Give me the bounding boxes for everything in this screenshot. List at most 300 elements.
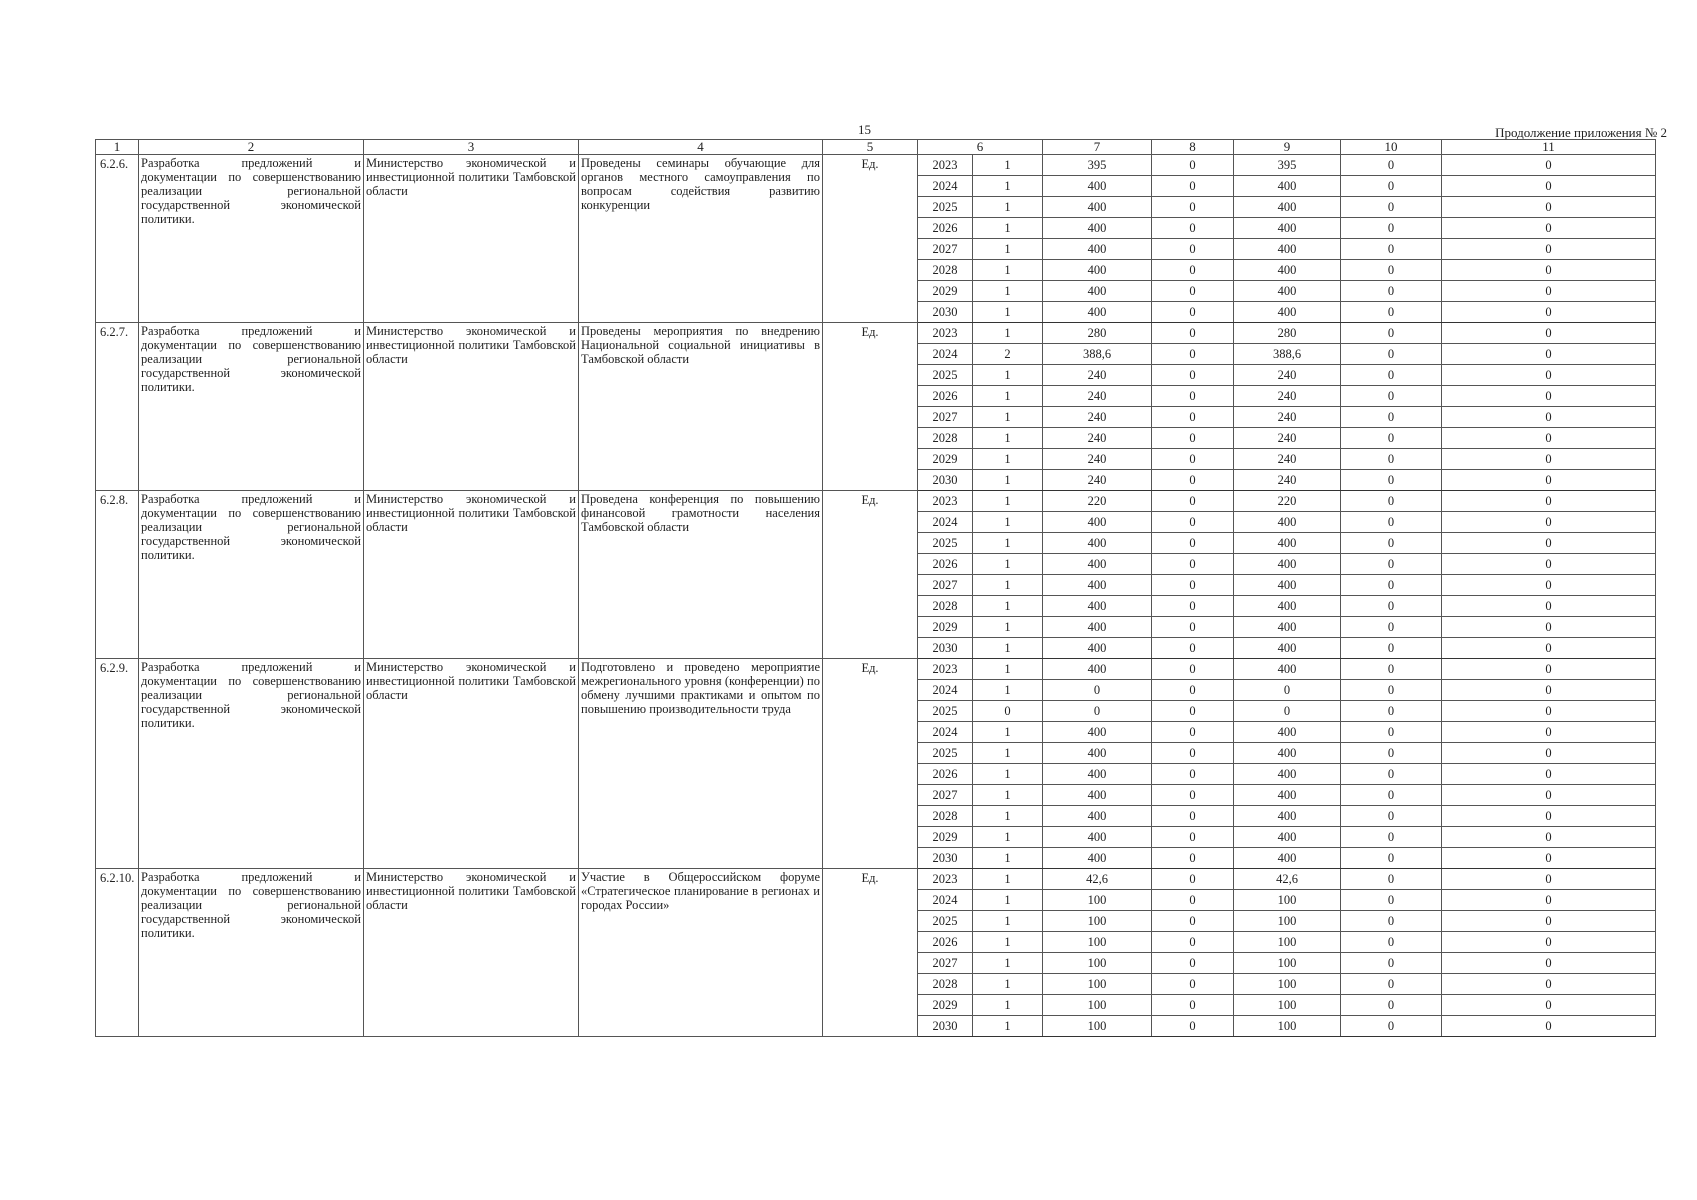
count-cell: 1	[973, 386, 1043, 407]
col10-cell: 0	[1341, 953, 1442, 974]
col8-cell: 0	[1152, 764, 1234, 785]
col10-cell: 0	[1341, 239, 1442, 260]
col11-cell: 0	[1442, 302, 1656, 323]
col9-cell: 400	[1234, 239, 1341, 260]
year-cell: 2028	[918, 974, 973, 995]
col11-cell: 0	[1442, 218, 1656, 239]
count-cell: 1	[973, 155, 1043, 176]
total-cell: 400	[1043, 827, 1152, 848]
col11-cell: 0	[1442, 260, 1656, 281]
col11-cell: 0	[1442, 197, 1656, 218]
measure-executor: Министерство экономической и инвестиционной политики Тамбовской области	[364, 659, 579, 869]
col9-cell: 240	[1234, 470, 1341, 491]
measure-group	[96, 869, 1656, 1037]
col10-cell: 0	[1341, 785, 1442, 806]
year-cell: 2030	[918, 470, 973, 491]
col9-cell: 400	[1234, 638, 1341, 659]
total-cell: 100	[1043, 911, 1152, 932]
col10-cell: 0	[1341, 449, 1442, 470]
header-cell: 4	[579, 140, 823, 155]
appendix-table	[95, 139, 1656, 1037]
col9-cell: 400	[1234, 848, 1341, 869]
continuation-note: Продолжение приложения № 2	[1495, 125, 1667, 140]
col8-cell: 0	[1152, 575, 1234, 596]
year-cell: 2024	[918, 176, 973, 197]
col10-cell: 0	[1341, 638, 1442, 659]
count-cell: 1	[973, 428, 1043, 449]
col9-cell: 100	[1234, 974, 1341, 995]
total-cell: 100	[1043, 890, 1152, 911]
col10-cell: 0	[1341, 407, 1442, 428]
col11-cell: 0	[1442, 785, 1656, 806]
col8-cell: 0	[1152, 953, 1234, 974]
col8-cell: 0	[1152, 722, 1234, 743]
col10-cell: 0	[1341, 386, 1442, 407]
col11-cell: 0	[1442, 890, 1656, 911]
col9-cell: 240	[1234, 449, 1341, 470]
year-cell: 2023	[918, 155, 973, 176]
col9-cell: 240	[1234, 428, 1341, 449]
col10-cell: 0	[1341, 806, 1442, 827]
year-cell: 2028	[918, 806, 973, 827]
col8-cell: 0	[1152, 554, 1234, 575]
col11-cell: 0	[1442, 764, 1656, 785]
total-cell: 100	[1043, 995, 1152, 1016]
year-cell: 2030	[918, 1016, 973, 1037]
col8-cell: 0	[1152, 344, 1234, 365]
count-cell: 1	[973, 659, 1043, 680]
measure-group	[96, 491, 1656, 659]
count-cell: 1	[973, 449, 1043, 470]
measure-number: 6.2.7.	[96, 323, 139, 491]
year-cell: 2029	[918, 827, 973, 848]
total-cell: 400	[1043, 764, 1152, 785]
col8-cell: 0	[1152, 701, 1234, 722]
col8-cell: 0	[1152, 638, 1234, 659]
year-cell: 2025	[918, 701, 973, 722]
year-cell: 2027	[918, 239, 973, 260]
col11-cell: 0	[1442, 596, 1656, 617]
total-cell: 400	[1043, 617, 1152, 638]
col10-cell: 0	[1341, 911, 1442, 932]
table-row	[96, 659, 1656, 680]
count-cell: 1	[973, 281, 1043, 302]
col9-cell: 388,6	[1234, 344, 1341, 365]
col9-cell: 400	[1234, 512, 1341, 533]
col10-cell: 0	[1341, 743, 1442, 764]
col8-cell: 0	[1152, 1016, 1234, 1037]
total-cell: 240	[1043, 470, 1152, 491]
year-cell: 2027	[918, 785, 973, 806]
col8-cell: 0	[1152, 155, 1234, 176]
year-cell: 2026	[918, 218, 973, 239]
col11-cell: 0	[1442, 1016, 1656, 1037]
col11-cell: 0	[1442, 554, 1656, 575]
col11-cell: 0	[1442, 995, 1656, 1016]
col11-cell: 0	[1442, 344, 1656, 365]
measure-name: Разработка предложений и документации по совершенствованию реализации региональной государственной экономической политики.	[139, 323, 364, 491]
col8-cell: 0	[1152, 365, 1234, 386]
col11-cell: 0	[1442, 533, 1656, 554]
count-cell: 1	[973, 239, 1043, 260]
col10-cell: 0	[1341, 176, 1442, 197]
col11-cell: 0	[1442, 365, 1656, 386]
total-cell: 100	[1043, 953, 1152, 974]
total-cell: 240	[1043, 386, 1152, 407]
col9-cell: 400	[1234, 197, 1341, 218]
header-cell: 10	[1341, 140, 1442, 155]
col8-cell: 0	[1152, 281, 1234, 302]
year-cell: 2029	[918, 449, 973, 470]
count-cell: 1	[973, 848, 1043, 869]
col8-cell: 0	[1152, 470, 1234, 491]
year-cell: 2029	[918, 281, 973, 302]
count-cell: 1	[973, 974, 1043, 995]
year-cell: 2024	[918, 722, 973, 743]
measure-unit: Ед.	[823, 869, 918, 1037]
col11-cell: 0	[1442, 848, 1656, 869]
col11-cell: 0	[1442, 512, 1656, 533]
count-cell: 1	[973, 722, 1043, 743]
year-cell: 2024	[918, 344, 973, 365]
year-cell: 2026	[918, 764, 973, 785]
count-cell: 1	[973, 743, 1043, 764]
measure-unit: Ед.	[823, 323, 918, 491]
total-cell: 400	[1043, 239, 1152, 260]
col11-cell: 0	[1442, 701, 1656, 722]
measure-result: Проведены мероприятия по внедрению Национальной социальной инициативы в Тамбовской области	[579, 323, 823, 491]
col11-cell: 0	[1442, 428, 1656, 449]
measure-name: Разработка предложений и документации по совершенствованию реализации региональной государственной экономической политики.	[139, 155, 364, 323]
col10-cell: 0	[1341, 155, 1442, 176]
year-cell: 2028	[918, 428, 973, 449]
col10-cell: 0	[1341, 722, 1442, 743]
col10-cell: 0	[1341, 260, 1442, 281]
col11-cell: 0	[1442, 932, 1656, 953]
col11-cell: 0	[1442, 869, 1656, 890]
total-cell: 395	[1043, 155, 1152, 176]
total-cell: 400	[1043, 260, 1152, 281]
measure-name: Разработка предложений и документации по совершенствованию реализации региональной государственной экономической политики.	[139, 491, 364, 659]
year-cell: 2023	[918, 491, 973, 512]
total-cell: 220	[1043, 491, 1152, 512]
col9-cell: 400	[1234, 575, 1341, 596]
col10-cell: 0	[1341, 659, 1442, 680]
col9-cell: 240	[1234, 365, 1341, 386]
header-cell: 9	[1234, 140, 1341, 155]
col8-cell: 0	[1152, 617, 1234, 638]
col11-cell: 0	[1442, 386, 1656, 407]
col8-cell: 0	[1152, 218, 1234, 239]
col9-cell: 100	[1234, 1016, 1341, 1037]
count-cell: 1	[973, 512, 1043, 533]
col8-cell: 0	[1152, 680, 1234, 701]
count-cell: 1	[973, 533, 1043, 554]
total-cell: 400	[1043, 659, 1152, 680]
col10-cell: 0	[1341, 596, 1442, 617]
col10-cell: 0	[1341, 575, 1442, 596]
count-cell: 1	[973, 365, 1043, 386]
col11-cell: 0	[1442, 743, 1656, 764]
col11-cell: 0	[1442, 575, 1656, 596]
col9-cell: 400	[1234, 659, 1341, 680]
col10-cell: 0	[1341, 197, 1442, 218]
col10-cell: 0	[1341, 344, 1442, 365]
count-cell: 1	[973, 197, 1043, 218]
col9-cell: 240	[1234, 407, 1341, 428]
count-cell: 1	[973, 554, 1043, 575]
count-cell: 1	[973, 806, 1043, 827]
count-cell: 1	[973, 617, 1043, 638]
count-cell: 0	[973, 701, 1043, 722]
total-cell: 400	[1043, 554, 1152, 575]
col10-cell: 0	[1341, 554, 1442, 575]
measure-group	[96, 659, 1656, 869]
total-cell: 400	[1043, 722, 1152, 743]
year-cell: 2029	[918, 617, 973, 638]
col9-cell: 100	[1234, 953, 1341, 974]
table-row	[96, 323, 1656, 344]
col10-cell: 0	[1341, 974, 1442, 995]
total-cell: 388,6	[1043, 344, 1152, 365]
col11-cell: 0	[1442, 449, 1656, 470]
col8-cell: 0	[1152, 512, 1234, 533]
header-cell: 3	[364, 140, 579, 155]
total-cell: 400	[1043, 575, 1152, 596]
total-cell: 240	[1043, 407, 1152, 428]
col8-cell: 0	[1152, 407, 1234, 428]
col8-cell: 0	[1152, 239, 1234, 260]
count-cell: 1	[973, 218, 1043, 239]
total-cell: 240	[1043, 365, 1152, 386]
col11-cell: 0	[1442, 911, 1656, 932]
col10-cell: 0	[1341, 680, 1442, 701]
total-cell: 400	[1043, 785, 1152, 806]
header-cell: 6	[918, 140, 1043, 155]
measure-number: 6.2.10.	[96, 869, 139, 1037]
col11-cell: 0	[1442, 680, 1656, 701]
measure-group	[96, 155, 1656, 323]
col10-cell: 0	[1341, 827, 1442, 848]
col10-cell: 0	[1341, 512, 1442, 533]
total-cell: 400	[1043, 218, 1152, 239]
count-cell: 1	[973, 764, 1043, 785]
measure-result: Проведены семинары обучающие для органов местного самоуправления по вопросам содействия развитию конкуренции	[579, 155, 823, 323]
count-cell: 1	[973, 176, 1043, 197]
count-cell: 1	[973, 911, 1043, 932]
measure-executor: Министерство экономической и инвестиционной политики Тамбовской области	[364, 155, 579, 323]
col11-cell: 0	[1442, 281, 1656, 302]
col9-cell: 395	[1234, 155, 1341, 176]
col10-cell: 0	[1341, 995, 1442, 1016]
col9-cell: 240	[1234, 386, 1341, 407]
col10-cell: 0	[1341, 848, 1442, 869]
col9-cell: 100	[1234, 995, 1341, 1016]
col9-cell: 400	[1234, 281, 1341, 302]
measure-result: Подготовлено и проведено мероприятие межрегионального уровня (конференции) по обмену лучшими практиками и опытом по повышению производительности труда	[579, 659, 823, 869]
count-cell: 1	[973, 575, 1043, 596]
table-row	[96, 155, 1656, 176]
year-cell: 2030	[918, 638, 973, 659]
col11-cell: 0	[1442, 407, 1656, 428]
col11-cell: 0	[1442, 638, 1656, 659]
col9-cell: 100	[1234, 890, 1341, 911]
col8-cell: 0	[1152, 449, 1234, 470]
count-cell: 1	[973, 491, 1043, 512]
year-cell: 2030	[918, 302, 973, 323]
col8-cell: 0	[1152, 974, 1234, 995]
col8-cell: 0	[1152, 491, 1234, 512]
measure-unit: Ед.	[823, 659, 918, 869]
col8-cell: 0	[1152, 659, 1234, 680]
col10-cell: 0	[1341, 491, 1442, 512]
count-cell: 1	[973, 680, 1043, 701]
col9-cell: 220	[1234, 491, 1341, 512]
measure-executor: Министерство экономической и инвестиционной политики Тамбовской области	[364, 491, 579, 659]
count-cell: 1	[973, 470, 1043, 491]
col11-cell: 0	[1442, 953, 1656, 974]
count-cell: 1	[973, 995, 1043, 1016]
col11-cell: 0	[1442, 323, 1656, 344]
year-cell: 2027	[918, 407, 973, 428]
year-cell: 2025	[918, 365, 973, 386]
col9-cell: 400	[1234, 764, 1341, 785]
col8-cell: 0	[1152, 911, 1234, 932]
total-cell: 0	[1043, 701, 1152, 722]
measure-name: Разработка предложений и документации по совершенствованию реализации региональной государственной экономической политики.	[139, 869, 364, 1037]
measure-unit: Ед.	[823, 491, 918, 659]
col10-cell: 0	[1341, 428, 1442, 449]
col9-cell: 400	[1234, 260, 1341, 281]
col11-cell: 0	[1442, 176, 1656, 197]
total-cell: 400	[1043, 743, 1152, 764]
header-cell: 1	[96, 140, 139, 155]
total-cell: 42,6	[1043, 869, 1152, 890]
col9-cell: 400	[1234, 554, 1341, 575]
col8-cell: 0	[1152, 890, 1234, 911]
col9-cell: 400	[1234, 827, 1341, 848]
total-cell: 100	[1043, 974, 1152, 995]
count-cell: 1	[973, 785, 1043, 806]
col8-cell: 0	[1152, 932, 1234, 953]
year-cell: 2026	[918, 554, 973, 575]
measure-unit: Ед.	[823, 155, 918, 323]
col9-cell: 100	[1234, 932, 1341, 953]
col9-cell: 400	[1234, 176, 1341, 197]
header-cell: 2	[139, 140, 364, 155]
header-cell: 7	[1043, 140, 1152, 155]
count-cell: 1	[973, 260, 1043, 281]
count-cell: 1	[973, 323, 1043, 344]
total-cell: 280	[1043, 323, 1152, 344]
measure-number: 6.2.6.	[96, 155, 139, 323]
count-cell: 1	[973, 932, 1043, 953]
year-cell: 2026	[918, 932, 973, 953]
col8-cell: 0	[1152, 386, 1234, 407]
measure-result: Участие в Общероссийском форуме «Стратегическое планирование в регионах и городах России»	[579, 869, 823, 1037]
col8-cell: 0	[1152, 260, 1234, 281]
header-cell: 8	[1152, 140, 1234, 155]
col9-cell: 100	[1234, 911, 1341, 932]
col11-cell: 0	[1442, 974, 1656, 995]
col11-cell: 0	[1442, 617, 1656, 638]
year-cell: 2027	[918, 953, 973, 974]
count-cell: 2	[973, 344, 1043, 365]
total-cell: 240	[1043, 428, 1152, 449]
measure-number: 6.2.9.	[96, 659, 139, 869]
col11-cell: 0	[1442, 827, 1656, 848]
page-number: 15	[858, 122, 871, 137]
year-cell: 2023	[918, 659, 973, 680]
count-cell: 1	[973, 890, 1043, 911]
col9-cell: 400	[1234, 617, 1341, 638]
count-cell: 1	[973, 1016, 1043, 1037]
col9-cell: 400	[1234, 806, 1341, 827]
measure-executor: Министерство экономической и инвестиционной политики Тамбовской области	[364, 869, 579, 1037]
col10-cell: 0	[1341, 365, 1442, 386]
col10-cell: 0	[1341, 302, 1442, 323]
col10-cell: 0	[1341, 890, 1442, 911]
col9-cell: 0	[1234, 701, 1341, 722]
year-cell: 2028	[918, 596, 973, 617]
total-cell: 400	[1043, 302, 1152, 323]
measure-executor: Министерство экономической и инвестиционной политики Тамбовской области	[364, 323, 579, 491]
total-cell: 400	[1043, 848, 1152, 869]
col11-cell: 0	[1442, 491, 1656, 512]
total-cell: 400	[1043, 281, 1152, 302]
count-cell: 1	[973, 827, 1043, 848]
col10-cell: 0	[1341, 932, 1442, 953]
count-cell: 1	[973, 407, 1043, 428]
count-cell: 1	[973, 596, 1043, 617]
measure-group	[96, 323, 1656, 491]
total-cell: 400	[1043, 533, 1152, 554]
year-cell: 2027	[918, 575, 973, 596]
year-cell: 2029	[918, 995, 973, 1016]
year-cell: 2025	[918, 743, 973, 764]
header-cell: 5	[823, 140, 918, 155]
col8-cell: 0	[1152, 197, 1234, 218]
col8-cell: 0	[1152, 806, 1234, 827]
col8-cell: 0	[1152, 995, 1234, 1016]
col10-cell: 0	[1341, 701, 1442, 722]
col9-cell: 400	[1234, 743, 1341, 764]
total-cell: 400	[1043, 806, 1152, 827]
year-cell: 2026	[918, 386, 973, 407]
col9-cell: 400	[1234, 785, 1341, 806]
year-cell: 2024	[918, 680, 973, 701]
col9-cell: 400	[1234, 533, 1341, 554]
year-cell: 2025	[918, 911, 973, 932]
count-cell: 1	[973, 953, 1043, 974]
total-cell: 400	[1043, 638, 1152, 659]
col10-cell: 0	[1341, 869, 1442, 890]
measure-number: 6.2.8.	[96, 491, 139, 659]
col10-cell: 0	[1341, 470, 1442, 491]
total-cell: 0	[1043, 680, 1152, 701]
count-cell: 1	[973, 869, 1043, 890]
col9-cell: 400	[1234, 596, 1341, 617]
col11-cell: 0	[1442, 806, 1656, 827]
col8-cell: 0	[1152, 323, 1234, 344]
year-cell: 2028	[918, 260, 973, 281]
count-cell: 1	[973, 638, 1043, 659]
year-cell: 2025	[918, 197, 973, 218]
col8-cell: 0	[1152, 176, 1234, 197]
year-cell: 2023	[918, 869, 973, 890]
header-row	[96, 140, 1656, 155]
col11-cell: 0	[1442, 155, 1656, 176]
